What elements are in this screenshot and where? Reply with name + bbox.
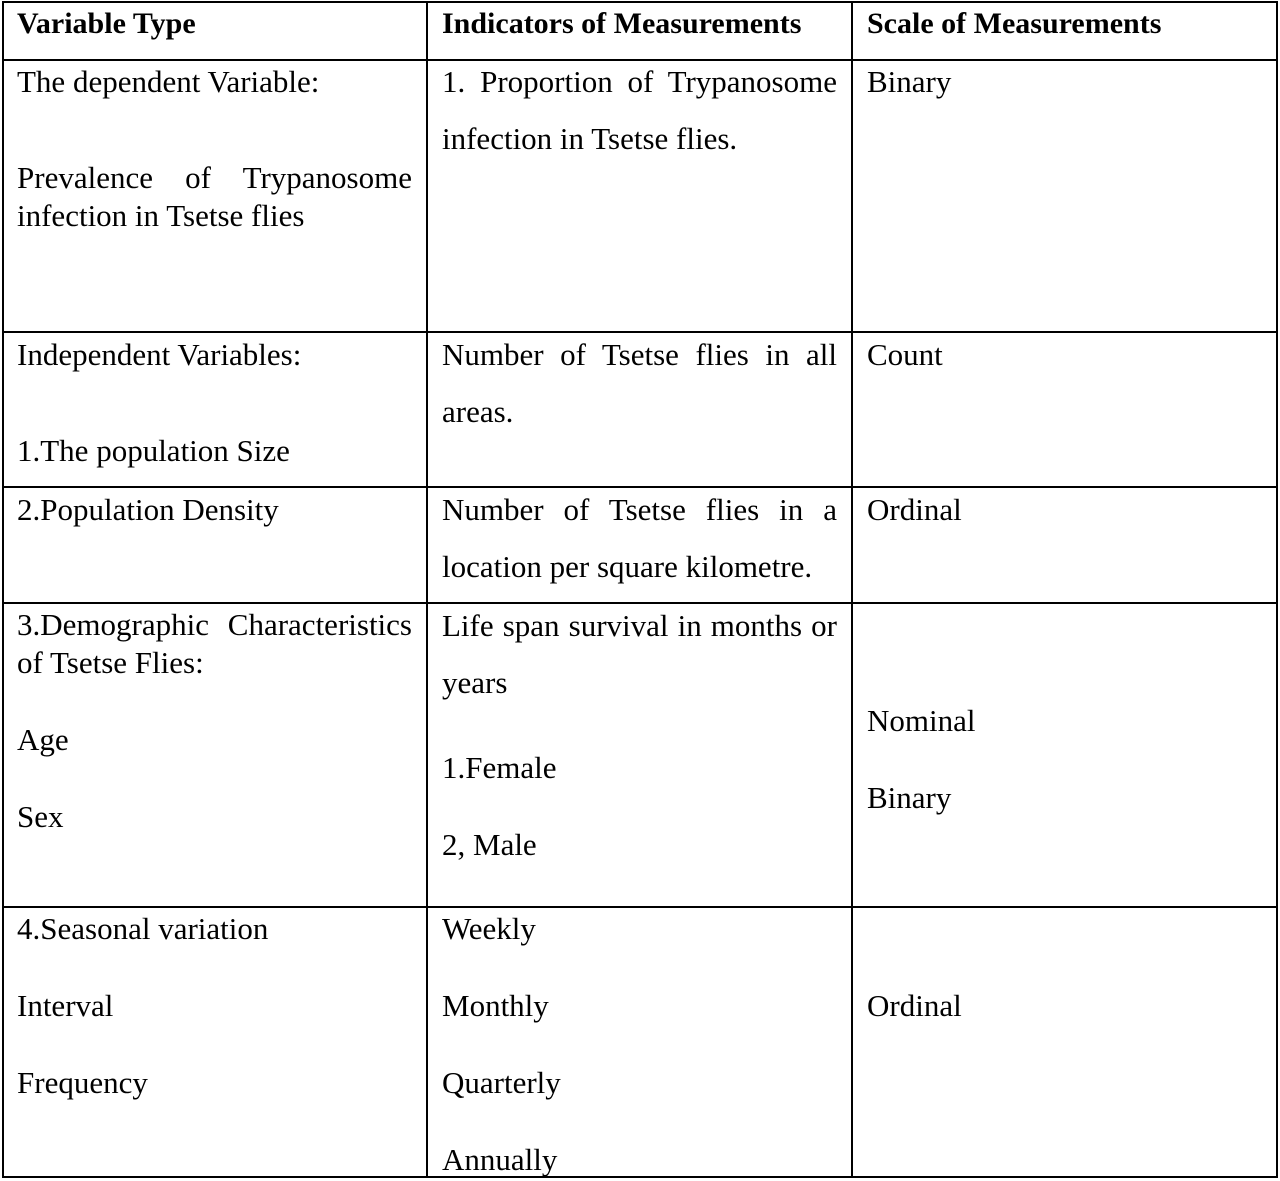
cell-text: Annually <box>442 1142 558 1177</box>
cell-text: 1. Proportion of Trypanosome infection in Tsetse flies. <box>442 64 837 156</box>
cell-text: Sex <box>17 799 64 834</box>
cell-text: Number of Tsetse flies in all areas. <box>442 337 837 429</box>
header-indicators: Indicators of Measurements <box>442 7 802 40</box>
table-cell-scale <box>867 987 1267 1025</box>
table-cell-scale <box>867 491 1267 529</box>
cell-text: Nominal <box>867 703 976 738</box>
cell-text: Weekly <box>442 911 536 946</box>
cell-text: Frequency <box>17 1065 148 1100</box>
table-cell-scale <box>867 63 1267 101</box>
table-cell-variable <box>17 336 412 470</box>
cell-text: Binary <box>867 780 952 815</box>
header-variable-type: Variable Type <box>17 7 196 40</box>
cell-text: Binary <box>867 64 952 99</box>
cell-text: Independent Variables: <box>17 337 302 372</box>
cell-text: Quarterly <box>442 1065 561 1100</box>
cell-text: 3.Demographic Characteristics of Tsetse Flies: <box>17 607 412 680</box>
table-cell-variable <box>17 63 412 235</box>
table-cell-variable <box>17 606 412 836</box>
cell-text: Interval <box>17 988 114 1023</box>
cell-text: 1.Female <box>442 750 557 785</box>
table-cell-indicator <box>442 597 837 864</box>
cell-text: 1.The population Size <box>17 433 290 468</box>
cell-text: Monthly <box>442 988 549 1023</box>
table-cell-scale <box>867 702 1267 817</box>
cell-text: 2, Male <box>442 827 537 862</box>
table-cell-indicator <box>442 53 837 167</box>
table-cell-scale <box>867 336 1267 374</box>
cell-text: Life span survival in months or years <box>442 608 837 700</box>
cell-text: Number of Tsetse flies in a location per square kilometre. <box>442 492 837 584</box>
header-scale: Scale of Measurements <box>867 7 1162 40</box>
table-cell-indicator <box>442 481 837 595</box>
cell-text: Prevalence of Trypanosome infection in Tsetse flies <box>17 160 412 233</box>
cell-text: Ordinal <box>867 492 962 527</box>
cell-text: The dependent Variable: <box>17 64 320 99</box>
cell-text: Age <box>17 722 69 757</box>
table-cell-indicator <box>442 326 837 440</box>
table-cell-variable <box>17 910 412 1102</box>
cell-text: 2.Population Density <box>17 492 279 527</box>
cell-text: Ordinal <box>867 988 962 1023</box>
table-cell-variable <box>17 491 412 529</box>
cell-text: 4.Seasonal variation <box>17 911 269 946</box>
table-cell-indicator <box>442 910 837 1179</box>
cell-text: Count <box>867 337 943 372</box>
